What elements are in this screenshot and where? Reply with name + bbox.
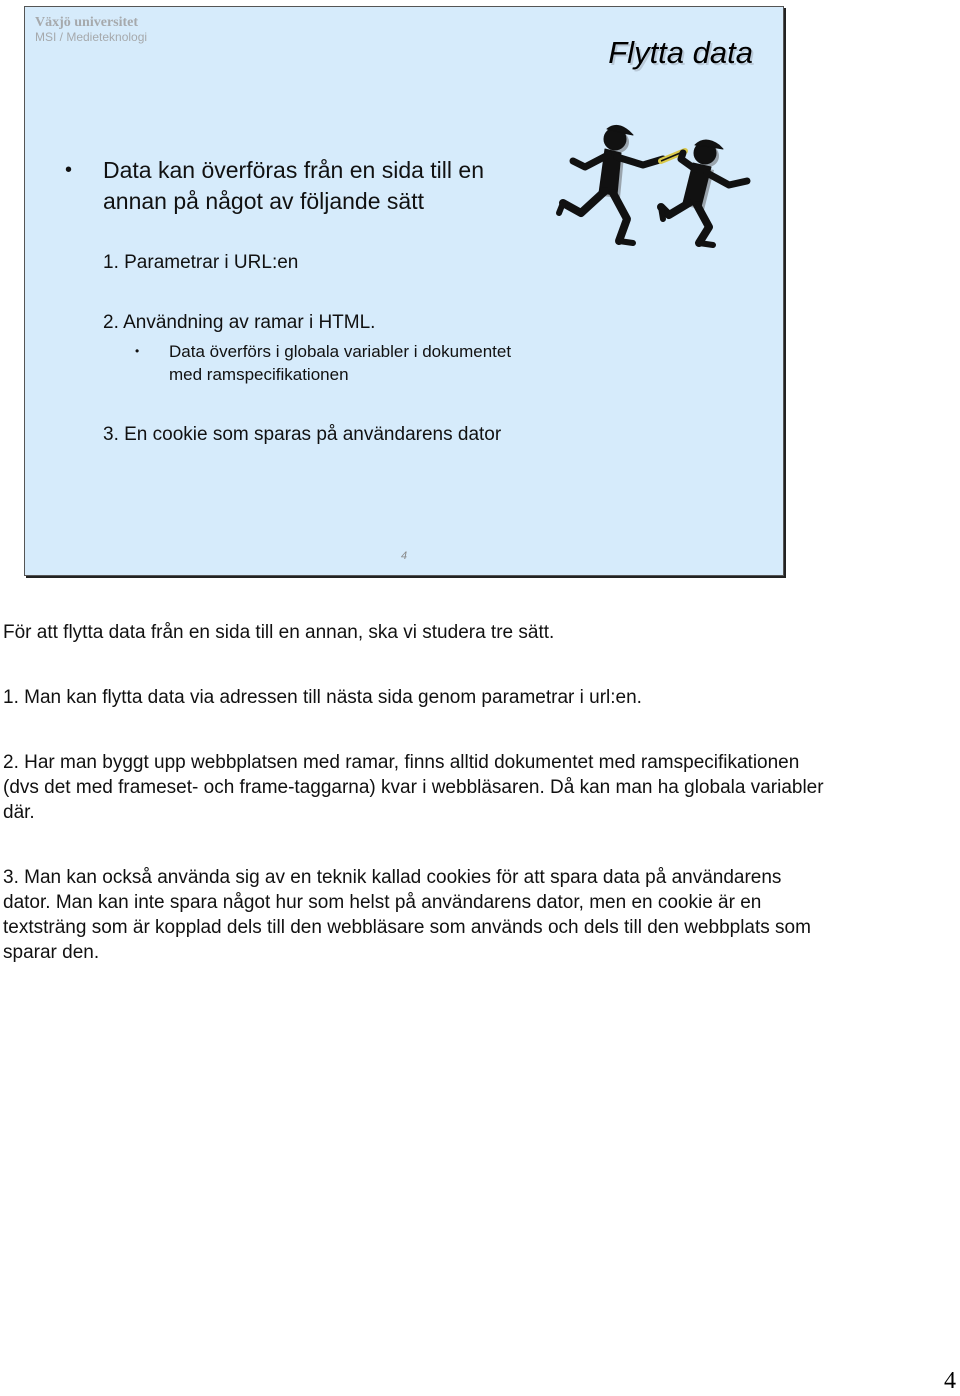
page-number: 4 — [944, 1368, 956, 1394]
department-name: MSI / Medieteknologi — [35, 30, 148, 44]
bullet-icon: • — [135, 344, 140, 358]
speaker-notes — [3, 620, 833, 1005]
slide-title: Flytta data — [608, 35, 753, 70]
relay-runners-icon — [533, 115, 753, 250]
notes-paragraph: 2. Har man byggt upp webbplatsen med ramar, finns alltid dokumentet med ramspecifikationen (dvs det med frameset- och frame-taggarna) kvar i webbläsaren. Då kan man ha globala variabler där. — [3, 752, 824, 823]
notes-paragraph: För att flytta data från en sida till en annan, ska vi studera tre sätt. — [3, 622, 555, 643]
notes-paragraph: 3. Man kan också använda sig av en teknik kallad cookies för att spara data på användarens dator. Man kan inte spara något hur som helst på användarens dator, men en cookie är en textsträng som är kopplad dels till den webbläsare som används och dels till den webbplats som sparar den. — [3, 867, 811, 963]
list-item: 1. Parametrar i URL:en — [103, 252, 299, 273]
sub-bullet-text: Data överförs i globala variabler i dokumentet med ramspecifikationen — [169, 342, 512, 384]
slide-number: 4 — [400, 550, 408, 562]
bullet-icon: • — [65, 159, 73, 181]
main-bullet-text: Data kan överföras från en sida till en annan på något av följande sätt — [103, 157, 484, 214]
list-item: 2. Användning av ramar i HTML. — [103, 312, 376, 333]
university-name: Växjö universitet — [35, 15, 139, 30]
list-item: 3. En cookie som sparas på användarens dator — [103, 424, 502, 445]
slide — [24, 6, 784, 576]
notes-paragraph: 1. Man kan flytta data via adressen till nästa sida genom parametrar i url:en. — [3, 687, 642, 708]
